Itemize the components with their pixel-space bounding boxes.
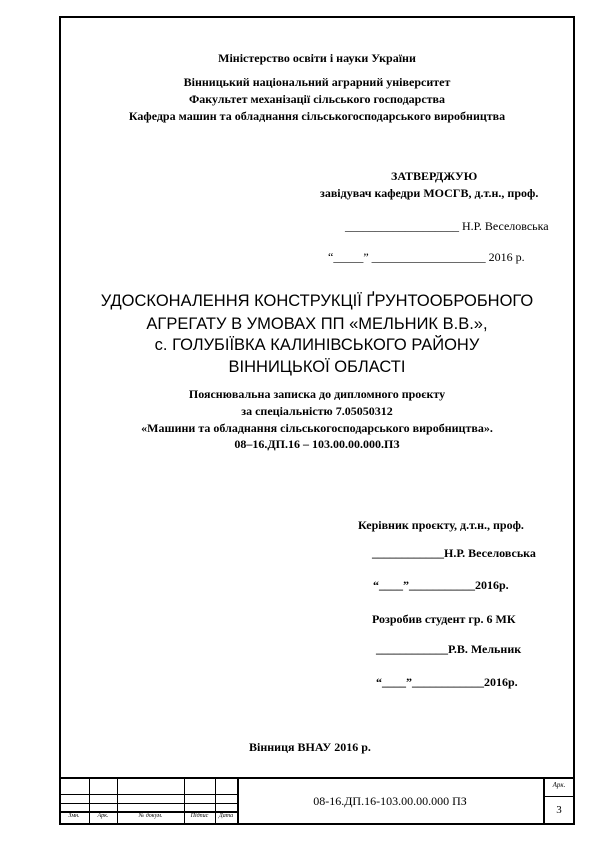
approval-date-line: “_____” ___________________ 2016 р. [328,250,525,264]
author-signature-line: ____________Р.В. Мельник [376,642,522,656]
stamp-col-change: Змн. [68,813,80,819]
approval-signature-line: ___________________ Н.Р. Веселовська [345,219,549,233]
supervisor-signature-line: ____________Н.Р. Веселовська [372,546,536,560]
title-line-2: АГРЕГАТУ В УМОВАХ ПП «МЕЛЬНИК В.В.», [146,315,488,333]
subtitle-line-3: «Машини та обладнання сільськогосподарського виробництва». [141,421,493,435]
place-year: Вінниця ВНАУ 2016 р. [249,740,371,754]
title-line-4: ВІННИЦЬКОЇ ОБЛАСТІ [228,358,406,376]
subtitle-line-1: Пояснювальна записка до дипломного проєкту [188,387,446,401]
author-title: Розробив студент гр. 6 МК [372,612,516,626]
supervisor-title: Керівник проєкту, д.т.н., проф. [358,518,524,532]
stamp-sheet-label: Арк. [552,781,566,789]
supervisor-date-line: “____”___________2016р. [373,578,509,592]
approval-position: завідувач кафедри МОСГВ, д.т.н., проф. [320,186,539,200]
stamp-document-code: 08-16.ДП.16-103.00.00.000 ПЗ [313,794,467,808]
ministry-name: Міністерство освіти і науки України [218,51,416,65]
title-block-stamp [59,777,575,825]
department-name: Кафедра машин та обладнання сільськогосподарського виробництва [128,109,506,123]
approval-heading: ЗАТВЕРДЖУЮ [391,169,478,183]
stamp-col-doc-no: № докум. [138,813,163,819]
title-line-3: с. ГОЛУБІЇВКА КАЛИНІВСЬКОГО РАЙОНУ [154,336,480,354]
stamp-col-date: Дата [218,813,234,819]
document-code: 08–16.ДП.16 – 103.00.00.000.ПЗ [234,437,400,451]
author-date-line: “____”____________2016р. [376,675,518,689]
stamp-sheet-number: 3 [556,804,562,816]
stamp-col-sheet: Арк. [97,813,109,819]
faculty-name: Факультет механізації сільського господарства [188,92,446,106]
title-line-1: УДОСКОНАЛЕННЯ КОНСТРУКЦІЇ ҐРУНТООБРОБНОГО [100,292,534,310]
stamp-col-sign: Підпис [190,813,209,819]
subtitle-line-2: за спеціальністю 7.05050312 [241,404,393,418]
university-name: Вінницький національний аграрний університет [183,75,451,89]
